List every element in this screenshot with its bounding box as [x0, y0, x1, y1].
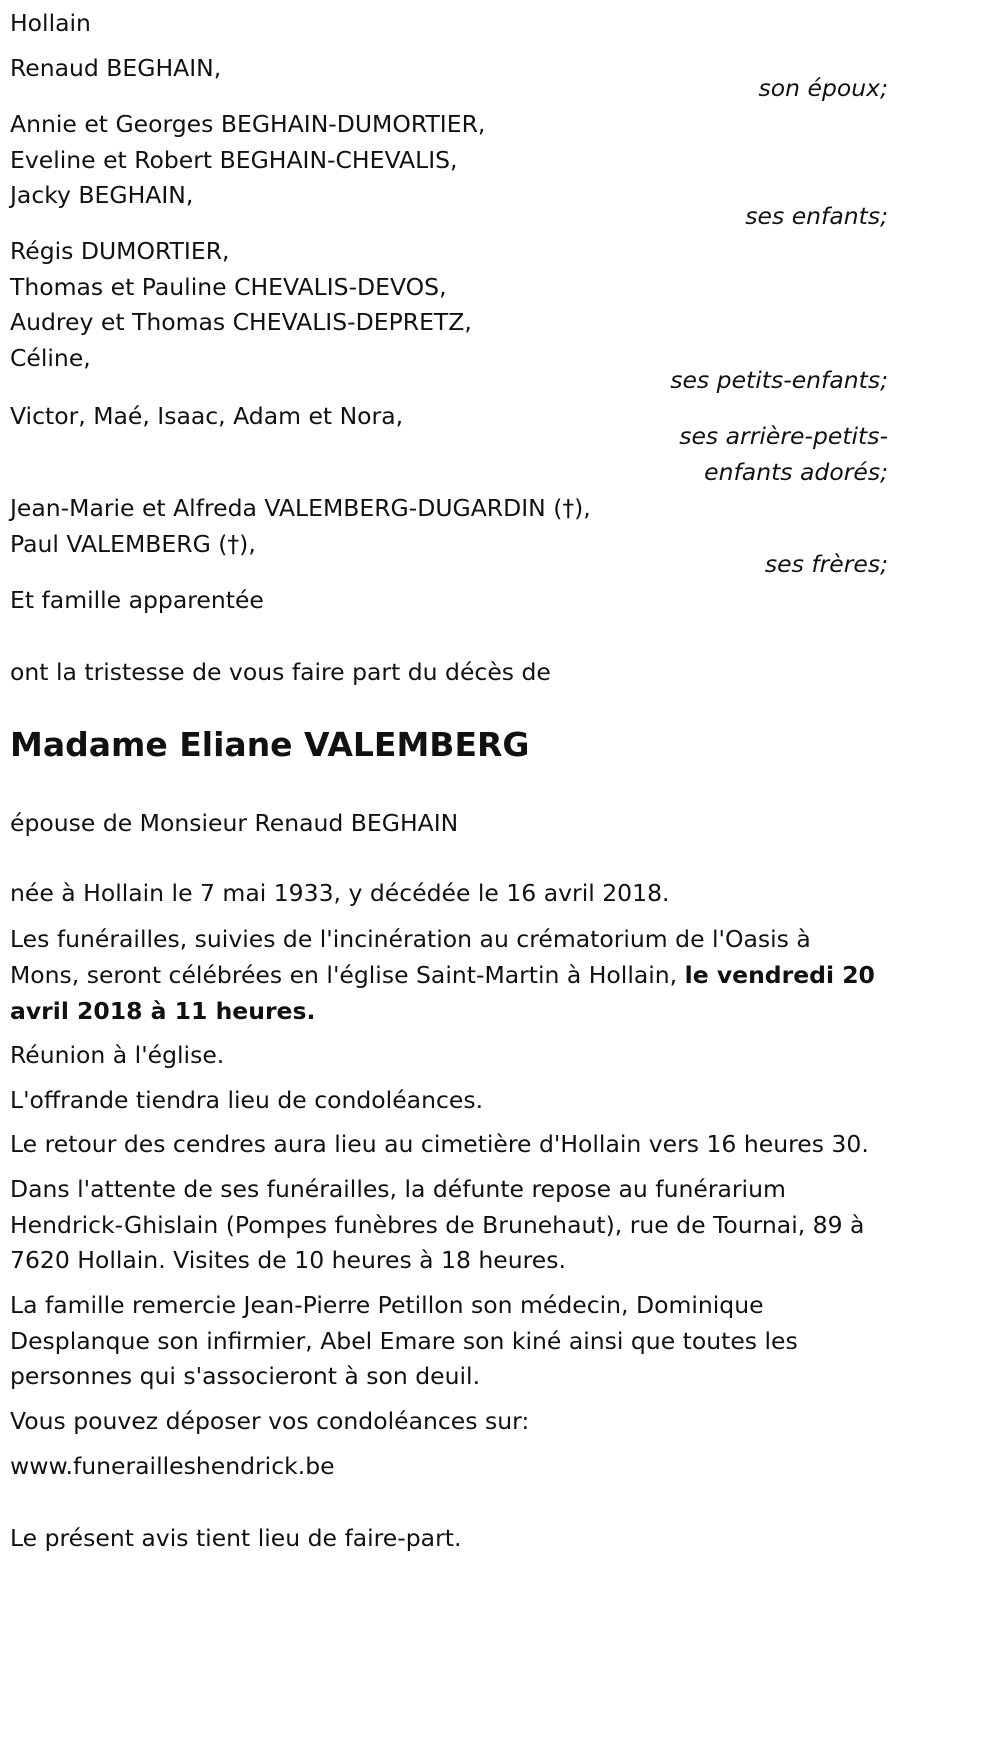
- grandchild-name: Régis DUMORTIER,: [10, 237, 230, 265]
- grandchildren-relation: ses petits-enfants;: [670, 366, 888, 394]
- ashes: Le retour des cendres aura lieu au cimetière d'Hollain vers 16 heures 30.: [10, 1130, 869, 1158]
- offering: L'offrande tiendra lieu de condoléances.: [10, 1086, 484, 1114]
- great-grandchildren-relation-line-2: enfants adorés;: [704, 458, 888, 486]
- sibling-name: Jean-Marie et Alfreda VALEMBERG-DUGARDIN (†),: [10, 494, 591, 522]
- funeral-date-start: le vendredi 20: [684, 961, 875, 989]
- rest-line-2: Hendrick-Ghislain (Pompes funèbres de Brunehaut), rue de Tournai, 89 à: [10, 1211, 865, 1239]
- funeral-date-end: avril 2018 à 11 heures.: [10, 997, 316, 1025]
- spouse-line: épouse de Monsieur Renaud BEGHAIN: [10, 809, 459, 837]
- spouse-name: Renaud BEGHAIN,: [10, 54, 222, 82]
- great-grandchildren-names: Victor, Maé, Isaac, Adam et Nora,: [10, 402, 404, 430]
- thanks-line-3: personnes qui s'associeront à son deuil.: [10, 1362, 481, 1390]
- funeral-line-2: [10, 957, 875, 993]
- grandchild-name: Thomas et Pauline CHEVALIS-DEVOS,: [10, 273, 447, 301]
- child-name: Jacky BEGHAIN,: [10, 181, 194, 209]
- announcement: ont la tristesse de vous faire part du décès de: [10, 658, 551, 686]
- children-relation: ses enfants;: [745, 202, 888, 230]
- thanks-line-2: Desplanque son infirmier, Abel Emare son kiné ainsi que toutes les: [10, 1327, 798, 1355]
- funeral-line-1: Les funérailles, suivies de l'incinération au crématorium de l'Oasis à: [10, 925, 811, 953]
- grandchild-name: Céline,: [10, 344, 91, 372]
- condolences-prompt: Vous pouvez déposer vos condoléances sur:: [10, 1407, 530, 1435]
- great-grandchildren-relation-line-1: ses arrière-petits-: [679, 422, 888, 450]
- rest-line-1: Dans l'attente de ses funérailles, la défunte repose au funérarium: [10, 1175, 786, 1203]
- funeral-line-2-text: Mons, seront célébrées en l'église Saint-Martin à Hollain,: [10, 961, 685, 989]
- grandchild-name: Audrey et Thomas CHEVALIS-DEPRETZ,: [10, 308, 472, 336]
- siblings-relation: ses frères;: [764, 550, 888, 578]
- thanks-line-1: La famille remercie Jean-Pierre Petillon son médecin, Dominique: [10, 1291, 764, 1319]
- closing-note: Le présent avis tient lieu de faire-part.: [10, 1524, 462, 1552]
- place: Hollain: [10, 9, 91, 37]
- deceased-name: Madame Eliane VALEMBERG: [10, 725, 530, 764]
- child-name: Eveline et Robert BEGHAIN-CHEVALIS,: [10, 146, 458, 174]
- website-link[interactable]: www.funerailleshendrick.be: [10, 1452, 335, 1480]
- sibling-name: Paul VALEMBERG (†),: [10, 530, 256, 558]
- child-name: Annie et Georges BEGHAIN-DUMORTIER,: [10, 110, 486, 138]
- extended-family: Et famille apparentée: [10, 586, 264, 614]
- rest-line-3: 7620 Hollain. Visites de 10 heures à 18 heures.: [10, 1246, 566, 1274]
- birth-death: née à Hollain le 7 mai 1933, y décédée le 16 avril 2018.: [10, 879, 670, 907]
- spouse-relation: son époux;: [758, 74, 888, 102]
- meeting: Réunion à l'église.: [10, 1041, 225, 1069]
